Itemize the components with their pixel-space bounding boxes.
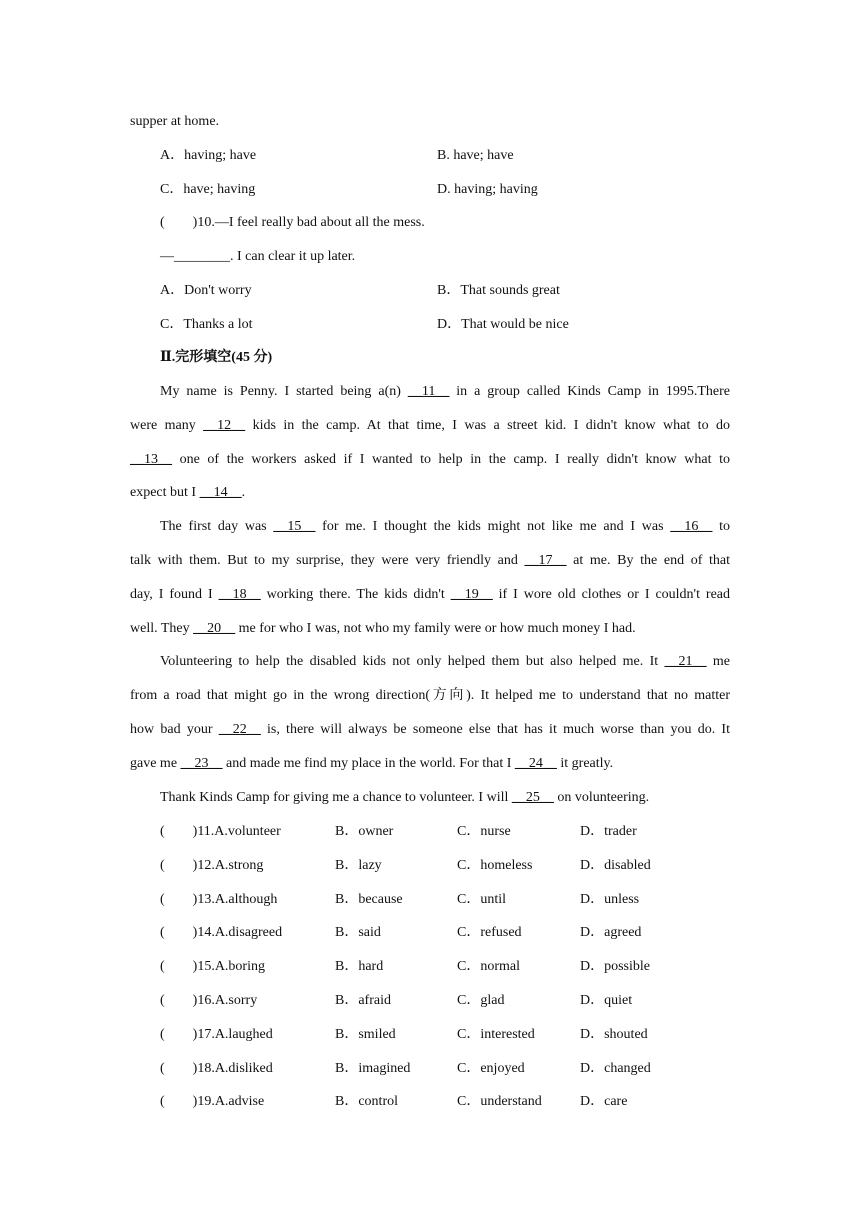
passage-text: one of the workers asked if I wanted to help in the camp. I really didn't know what to (172, 452, 730, 467)
passage-p1-line-1 (160, 382, 730, 402)
question-stem: ( )18.A.disliked (160, 1061, 273, 1076)
passage-text: in a group called Kinds Camp in 1995.There (449, 384, 730, 399)
option-c: C．interested (457, 1027, 535, 1042)
blank-17: __17__ (524, 553, 567, 568)
question-stem: ( )19.A.advise (160, 1094, 265, 1109)
option-c: C．glad (457, 993, 505, 1008)
passage-p4-line-1 (160, 788, 730, 808)
option-d: D．shouted (580, 1027, 648, 1042)
passage-text: how bad your (130, 722, 219, 737)
q10-option-c: C．Thanks a lot (160, 317, 253, 332)
blank-13: __13__ (130, 452, 172, 467)
passage-text: talk with them. But to my surprise, they were very friendly and (130, 553, 525, 568)
question-stem: ( )16.A.sorry (160, 993, 258, 1008)
option-c: C．normal (457, 959, 520, 974)
option-b: B．said (335, 925, 381, 940)
question-stem: ( )12.A.strong (160, 858, 264, 873)
option-d: D．trader (580, 824, 637, 839)
q9-tail: supper at home. (130, 114, 220, 129)
q10-option-a: A．Don't worry (160, 283, 252, 298)
option-c: C．homeless (457, 858, 533, 873)
option-d: D．disabled (580, 858, 651, 873)
passage-text: from a road that might go in the wrong direction(方向). It helped me to understand that no matter (130, 688, 730, 703)
option-b: B．smiled (335, 1027, 396, 1042)
passage-p3-line-2 (130, 686, 730, 706)
passage-text: on volunteering. (553, 790, 650, 805)
passage-p2-line-3 (130, 585, 730, 605)
passage-text: were many (130, 418, 204, 433)
option-b: B．control (335, 1094, 398, 1109)
option-d: D．unless (580, 892, 640, 907)
passage-text: and made me find my place in the world. For that I (222, 756, 515, 771)
passage-text: . (241, 485, 246, 500)
passage-p3-line-1 (160, 652, 730, 672)
passage-text: expect but I (130, 485, 200, 500)
passage-p3-line-3 (130, 720, 730, 740)
blank-18: __18__ (218, 587, 261, 602)
q9-option-c: C．have; having (160, 182, 256, 197)
blank-22: __22__ (218, 722, 261, 737)
question-stem: ( )14.A.disagreed (160, 925, 283, 940)
passage-text: gave me (130, 756, 181, 771)
passage-text: if I wore old clothes or I couldn't read (492, 587, 731, 602)
passage-p1-line-3 (130, 450, 730, 470)
option-d: D．care (580, 1094, 628, 1109)
passage-text: is, there will always be someone else that has it much worse than you do. It (260, 722, 730, 737)
option-b: B．imagined (335, 1061, 411, 1076)
option-d: D．quiet (580, 993, 633, 1008)
q9-option-b: B. have; have (437, 148, 514, 163)
passage-p2-line-2 (130, 551, 730, 571)
option-b: B．owner (335, 824, 394, 839)
blank-20: __20__ (193, 621, 236, 636)
q10-response: —________. I can clear it up later. (160, 249, 356, 264)
blank-12: __12__ (203, 418, 246, 433)
passage-text: Volunteering to help the disabled kids not only helped them but also helped me. It (160, 654, 665, 669)
blank-15: __15__ (273, 519, 316, 534)
passage-text: at me. By the end of that (566, 553, 730, 568)
option-c: C．understand (457, 1094, 542, 1109)
passage-text: My name is Penny. I started being a(n) (160, 384, 408, 399)
passage-text: kids in the camp. At that time, I was a street kid. I didn't know what to do (245, 418, 730, 433)
option-b: B．because (335, 892, 403, 907)
passage-text: it greatly. (556, 756, 614, 771)
q10-option-b: B．That sounds great (437, 283, 560, 298)
passage-text: for me. I thought the kids might not like me and I was (315, 519, 671, 534)
passage-text: Thank Kinds Camp for giving me a chance to volunteer. I will (160, 790, 512, 805)
blank-21: __21__ (664, 654, 707, 669)
blank-16: __16__ (670, 519, 713, 534)
passage-p2-line-1 (160, 517, 730, 537)
passage-p1-line-2 (130, 416, 730, 436)
section-title: Ⅱ.完形填空(45 分) (160, 350, 273, 365)
option-d: D．possible (580, 959, 650, 974)
blank-23: __23__ (180, 756, 223, 771)
blank-14: __14__ (199, 485, 242, 500)
option-b: B．hard (335, 959, 384, 974)
question-stem: ( )11.A.volunteer (160, 824, 281, 839)
option-b: B．lazy (335, 858, 382, 873)
question-stem: ( )17.A.laughed (160, 1027, 273, 1042)
q10-stem: ( )10.—I feel really bad about all the mess. (160, 215, 425, 230)
blank-19: __19__ (450, 587, 493, 602)
option-b: B．afraid (335, 993, 391, 1008)
passage-text: me (706, 654, 730, 669)
q9-option-d: D. having; having (437, 182, 538, 197)
blank-11: __11__ (407, 384, 450, 399)
option-c: C．enjoyed (457, 1061, 525, 1076)
passage-text: The first day was (160, 519, 274, 534)
question-stem: ( )13.A.although (160, 892, 278, 907)
q10-option-d: D．That would be nice (437, 317, 569, 332)
q9-option-a: A．having; have (160, 148, 257, 163)
passage-text: to (712, 519, 731, 534)
passage-p1-line-4 (130, 483, 730, 503)
option-c: C．until (457, 892, 507, 907)
option-c: C．nurse (457, 824, 511, 839)
passage-text: day, I found I (130, 587, 219, 602)
passage-p3-line-4 (130, 754, 730, 774)
blank-25: __25__ (511, 790, 554, 805)
option-d: D．agreed (580, 925, 642, 940)
blank-24: __24__ (514, 756, 557, 771)
question-stem: ( )15.A.boring (160, 959, 265, 974)
option-d: D．changed (580, 1061, 651, 1076)
passage-p2-line-4 (130, 619, 730, 639)
passage-text: working there. The kids didn't (260, 587, 451, 602)
passage-text: well. They (130, 621, 194, 636)
option-c: C．refused (457, 925, 522, 940)
passage-text: me for who I was, not who my family were or how much money I had. (235, 621, 636, 636)
